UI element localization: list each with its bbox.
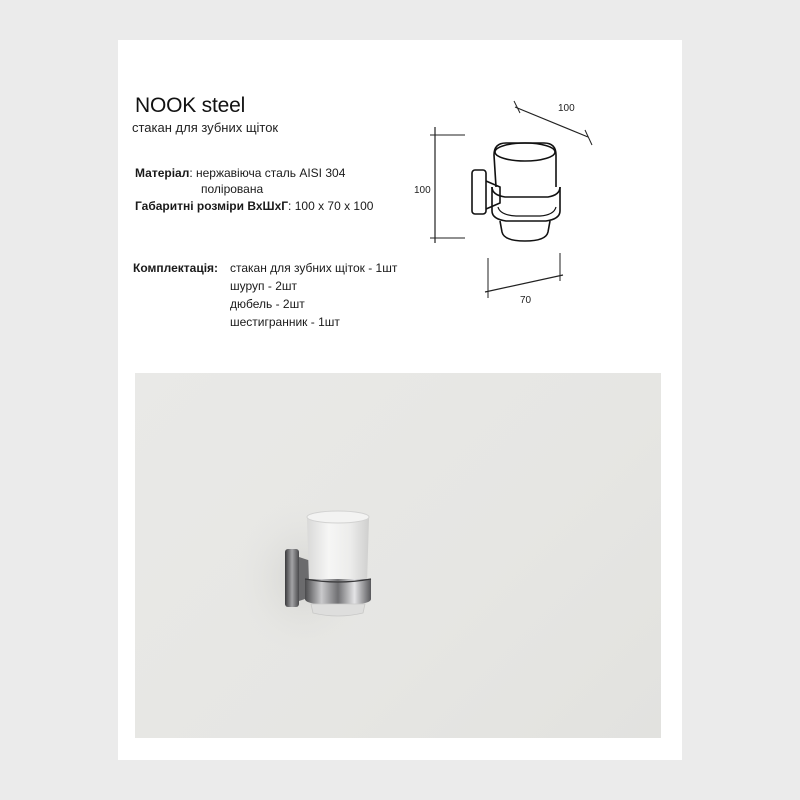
dimensions-value: : 100 х 70 х 100 — [288, 199, 374, 213]
dimensions-row — [135, 199, 373, 213]
material-value: : нержавіюча сталь AISI 304 — [189, 166, 346, 180]
height-label: 100 — [414, 185, 431, 196]
technical-drawing — [410, 95, 600, 310]
kit-label: Комплектація: — [133, 261, 219, 275]
kit-item: дюбель - 2шт — [230, 297, 305, 311]
tumbler-holder-image — [135, 373, 661, 738]
kit-item: шуруп - 2шт — [230, 279, 297, 293]
width-label: 70 — [520, 295, 532, 306]
kit-row — [133, 261, 218, 275]
dimension-lines — [430, 101, 592, 298]
kit-item: стакан для зубних щіток - 1шт — [230, 261, 398, 275]
product-photo — [135, 373, 661, 738]
material-label: Матеріал — [135, 166, 190, 180]
product-title: NOOK steel — [135, 94, 246, 117]
product-subtitle: стакан для зубних щіток — [132, 120, 279, 135]
depth-label: 100 — [558, 103, 575, 114]
holder-outline — [472, 143, 560, 241]
material-row — [135, 166, 345, 180]
dimensions-label: Габаритні розміри ВхШхГ — [135, 199, 289, 213]
material-finish: полірована — [201, 182, 264, 196]
kit-item: шестигранник - 1шт — [230, 315, 340, 329]
